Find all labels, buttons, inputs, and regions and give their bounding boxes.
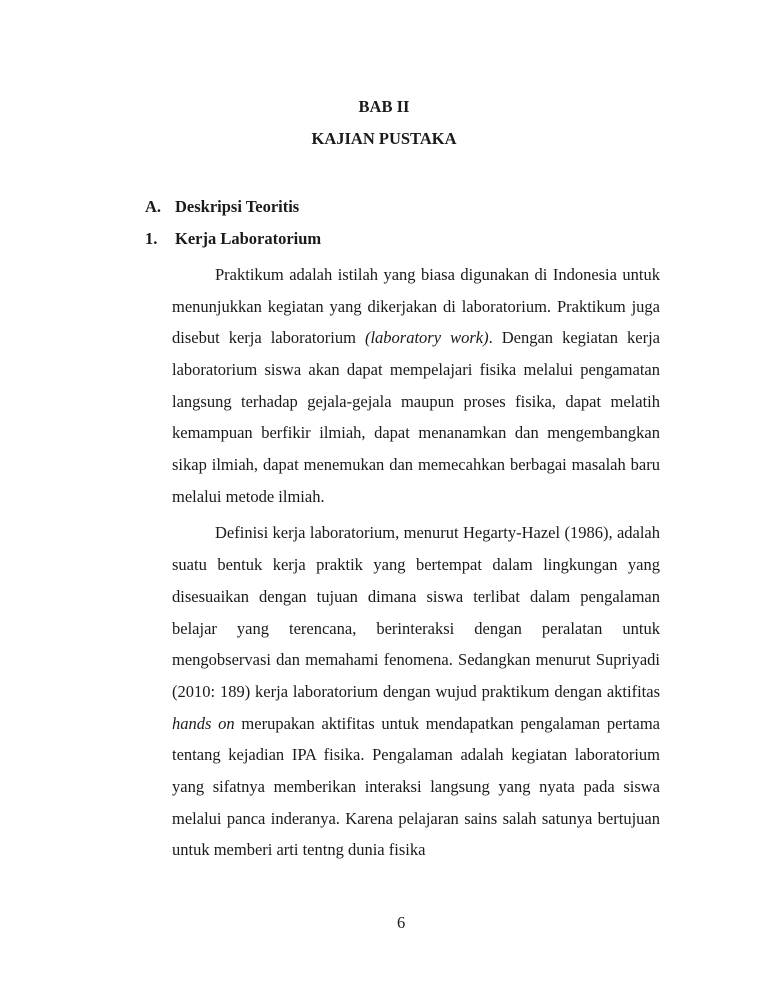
text-run: . Dengan kegiatan kerja laboratorium siswa akan dapat mempelajari fisika melalui pengamatan langsung terhadap gejala-gejala maupun proses fisika, dapat melatih kemampuan berfikir ilmiah, dapat menanamkan dan mengembangkan sikap ilmiah, dapat menemukan dan memecahkan berbagai masalah baru melalui metode ilmiah.	[172, 328, 660, 506]
chapter-header	[0, 0, 768, 154]
section-heading-label: 1.	[145, 229, 158, 249]
page-footer	[397, 913, 405, 933]
section-heading-text: Kerja Laboratorium	[175, 229, 322, 249]
section-heading-text: Deskripsi Teoritis	[175, 197, 300, 217]
body-paragraph	[172, 517, 660, 866]
text-run: Definisi kerja laboratorium, menurut Hegarty-Hazel (1986), adalah suatu bentuk kerja praktik yang bertempat dalam lingkungan yang disesuaikan dengan tujuan dimana siswa terlibat dalam pengalaman belajar yang terencana, berinteraksi dengan peralatan untuk mengobservasi dan memahami fenomena. Sedangkan menurut Supriyadi (2010: 189) kerja laboratorium dengan wujud praktikum dengan aktifitas	[172, 523, 660, 701]
italic-text-run: (laboratory work)	[364, 328, 489, 348]
heading-list	[145, 191, 768, 254]
italic-text-run: hands on	[172, 713, 235, 733]
page-number: 6	[397, 913, 406, 932]
paragraph-list	[172, 259, 660, 866]
section-heading	[145, 223, 768, 255]
body-paragraph	[172, 259, 660, 513]
text-run: Praktikum adalah istilah yang biasa digunakan di Indonesia untuk menunjukkan kegiatan yang dikerjakan di laboratorium. Praktikum juga disebut kerja laboratorium	[172, 264, 660, 348]
section-heading-label: A.	[145, 197, 162, 217]
chapter-number: BAB II	[358, 97, 410, 116]
text-run: merupakan aktifitas untuk mendapatkan pengalaman pertama tentang kejadian IPA fisika. Pengalaman adalah kegiatan laboratorium yang sifatnya memberikan interaksi langsung yang nyata pada siswa melalui panca inderanya. Karena pelajaran sains salah satunya bertujuan untuk memberi arti tentng dunia fisika	[172, 713, 661, 860]
chapter-title: KAJIAN PUSTAKA	[311, 128, 457, 148]
section-heading	[145, 191, 768, 223]
